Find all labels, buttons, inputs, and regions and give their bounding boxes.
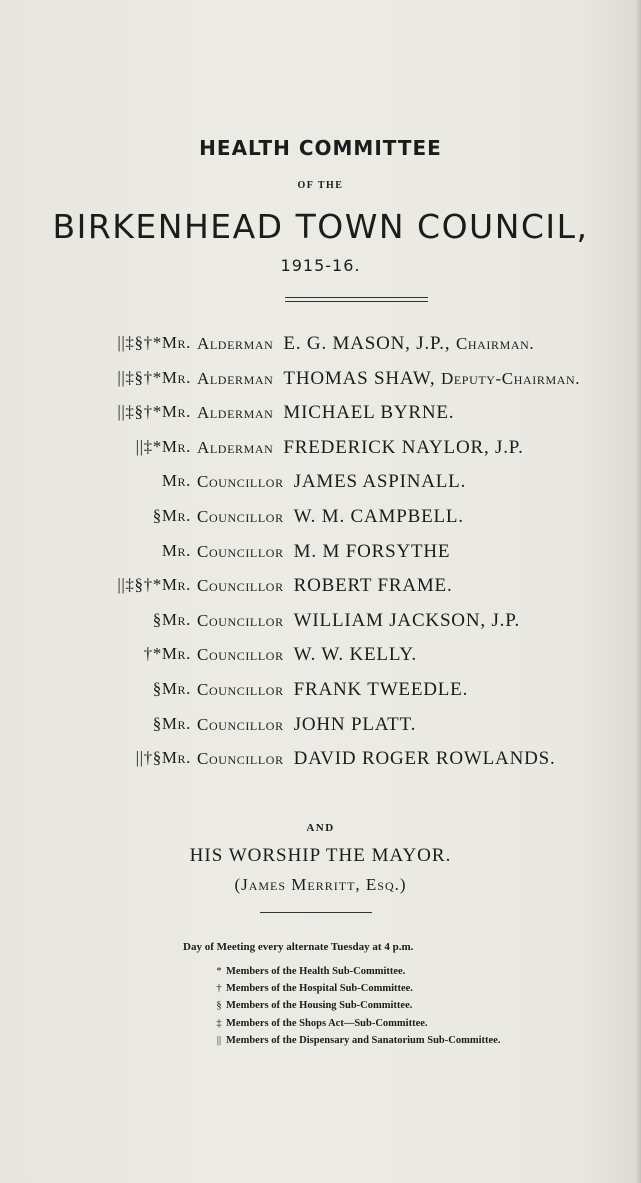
member-row <box>0 402 641 428</box>
member-row <box>0 575 641 601</box>
member-details <box>197 506 464 528</box>
member-row <box>0 644 641 670</box>
meeting-note: Day of Meeting every alternate Tuesday at 4 p.m. <box>183 941 414 953</box>
member-row <box>0 368 641 394</box>
member-name: DAVID ROGER ROWLANDS. <box>293 748 556 769</box>
footnote <box>212 966 405 977</box>
member-rank: Alderman <box>197 403 274 422</box>
of-the-label: OF THE <box>297 180 344 191</box>
member-row <box>0 333 641 359</box>
member-row <box>0 541 641 567</box>
member-details <box>197 402 454 424</box>
member-prefix: ||‡§†*Mr. <box>117 333 191 352</box>
member-role: Deputy-Chairman. <box>440 369 581 388</box>
member-rank: Councillor <box>197 507 284 526</box>
footnote-text: Members of the Health Sub-Committee. <box>226 966 406 977</box>
committee-title: HEALTH COMMITTEE <box>199 136 442 160</box>
member-prefix: ||‡§†*Mr. <box>117 575 191 594</box>
footnote <box>212 1000 412 1011</box>
member-name: JOHN PLATT. <box>293 714 417 735</box>
member-details <box>197 471 466 493</box>
member-rank: Councillor <box>197 576 284 595</box>
member-details <box>197 610 520 632</box>
footnote-text: Members of the Shops Act—Sub-Committee. <box>226 1018 428 1029</box>
member-name: W. W. KELLY. <box>293 644 417 665</box>
footnote-text: Members of the Housing Sub-Committee. <box>226 1000 413 1011</box>
member-name: W. M. CAMPBELL. <box>293 506 464 527</box>
member-row <box>0 679 641 705</box>
footnote-symbol: || <box>216 1035 222 1046</box>
member-role: Chairman. <box>455 334 535 353</box>
member-rank: Councillor <box>197 611 284 630</box>
member-details <box>197 748 556 770</box>
footnote-symbol: * <box>216 966 222 977</box>
member-prefix: Mr. <box>161 471 191 490</box>
member-prefix: ||†§Mr. <box>135 748 191 767</box>
member-prefix: §Mr. <box>152 506 191 525</box>
member-details <box>197 368 580 390</box>
footer-divider <box>260 912 372 913</box>
member-row <box>0 714 641 740</box>
footnote-text: Members of the Hospital Sub-Committee. <box>226 983 413 994</box>
member-details <box>197 333 534 355</box>
member-details <box>197 575 453 597</box>
member-prefix: †*Mr. <box>143 644 191 663</box>
member-prefix: §Mr. <box>152 714 191 733</box>
council-title: BIRKENHEAD TOWN COUNCIL, <box>52 207 589 246</box>
member-row <box>0 471 641 497</box>
member-row <box>0 610 641 636</box>
member-name: E. G. MASON, J.P., <box>283 333 456 354</box>
member-prefix: §Mr. <box>152 679 191 698</box>
member-prefix: Mr. <box>161 541 191 560</box>
member-prefix: ||‡*Mr. <box>135 437 191 456</box>
member-prefix: §Mr. <box>152 610 191 629</box>
footnote <box>212 1035 500 1046</box>
member-details <box>197 437 524 459</box>
member-rank: Alderman <box>197 334 274 353</box>
member-rank: Councillor <box>197 645 284 664</box>
member-rank: Councillor <box>197 542 284 561</box>
member-details <box>197 644 417 666</box>
member-rank: Alderman <box>197 369 274 388</box>
mayor-name: (James Merritt, Esq.) <box>234 875 407 894</box>
mayor-line: HIS WORSHIP THE MAYOR. <box>189 845 452 866</box>
member-name: FREDERICK NAYLOR, J.P. <box>283 437 524 458</box>
footnote-symbol: ‡ <box>216 1018 222 1029</box>
footnote-text: Members of the Dispensary and Sanatorium Sub-Committee. <box>226 1035 501 1046</box>
and-label: AND <box>306 822 335 834</box>
member-name: FRANK TWEEDLE. <box>293 679 469 700</box>
footnote <box>212 983 413 994</box>
member-details <box>197 679 468 701</box>
member-rank: Councillor <box>197 749 284 768</box>
member-name: JAMES ASPINALL. <box>293 471 467 492</box>
member-row <box>0 748 641 774</box>
member-name: MICHAEL BYRNE. <box>283 402 455 423</box>
member-rank: Councillor <box>197 680 284 699</box>
footnote-symbol: § <box>216 1000 222 1011</box>
member-name: M. M FORSYTHE <box>293 541 451 562</box>
member-rank: Alderman <box>197 438 274 457</box>
member-name: WILLIAM JACKSON, J.P. <box>293 610 521 631</box>
header-divider <box>285 297 428 302</box>
member-row <box>0 506 641 532</box>
footnote <box>212 1018 428 1029</box>
footnote-symbol: † <box>216 983 222 994</box>
member-name: THOMAS SHAW, <box>283 368 441 389</box>
member-prefix: ||‡§†*Mr. <box>117 402 191 421</box>
year-label: 1915-16. <box>280 256 361 275</box>
member-details <box>197 541 450 563</box>
member-rank: Councillor <box>197 715 284 734</box>
member-row <box>0 437 641 463</box>
member-rank: Councillor <box>197 472 284 491</box>
member-prefix: ||‡§†*Mr. <box>117 368 191 387</box>
member-details <box>197 714 416 736</box>
member-name: ROBERT FRAME. <box>293 575 453 596</box>
